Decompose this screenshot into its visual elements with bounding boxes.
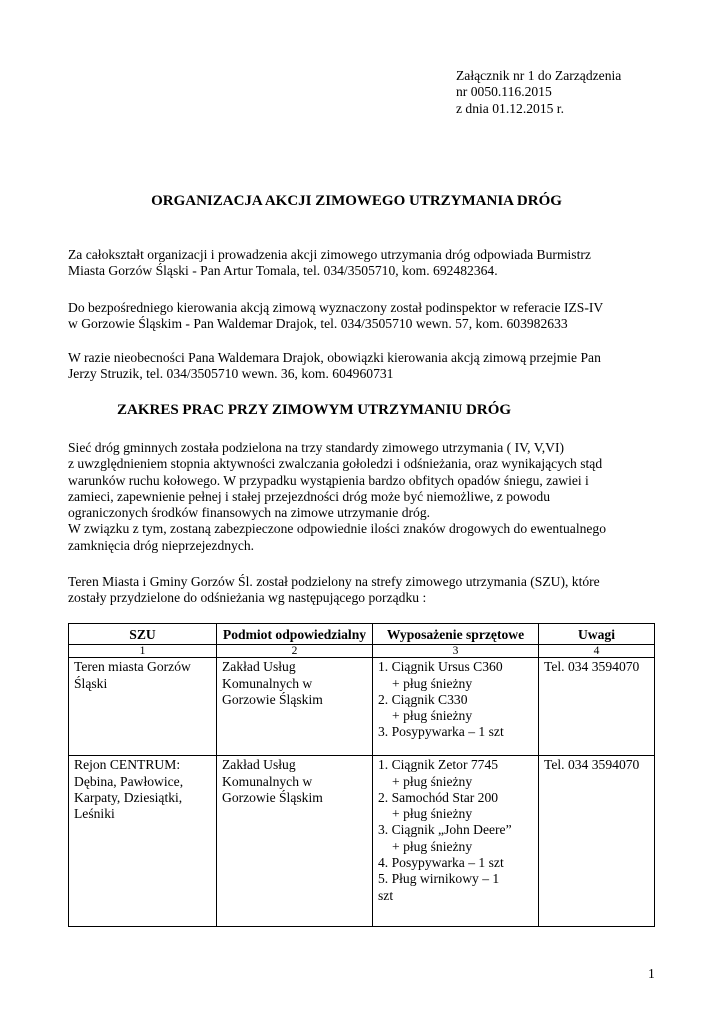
cell-szu: Rejon CENTRUM: Dębina, Pawłowice, Karpaty, Dziesiątki, Leśniki — [69, 756, 217, 927]
equipment-item: 5. Pług wirnikowy – 1 szt — [378, 871, 500, 903]
equipment-list — [378, 757, 533, 904]
paragraph-line: Sieć dróg gminnych została podzielona na trzy standardy zimowego utrzymania ( IV, V,VI) — [68, 440, 565, 455]
page-number: 1 — [648, 966, 655, 981]
paragraph-line: W razie nieobecności Pana Waldemara Drajok, obowiązki kierowania akcją zimową przejmie Pan — [68, 350, 601, 365]
paragraph-zones — [68, 574, 668, 607]
szu-table — [68, 623, 655, 927]
paragraph-direct-manager — [68, 300, 668, 333]
paragraph-line: Jerzy Struzik, tel. 034/3505710 wewn. 36, kom. 604960731 — [68, 366, 394, 382]
paragraph-responsible-mayor — [68, 247, 668, 280]
section-subtitle: ZAKRES PRAC PRZY ZIMOWYM UTRZYMANIU DRÓG — [117, 402, 512, 418]
table-header-row — [69, 624, 655, 645]
header-equipment: Wyposażenie sprzętowe — [373, 624, 539, 645]
equipment-item: 2. Ciągnik C330 — [378, 691, 468, 707]
paragraph-road-standards — [68, 440, 668, 554]
paragraph-line: Do bezpośredniego kierowania akcją zimową wyznaczony został podinspektor w referacie IZS-IV — [68, 300, 604, 315]
cell-entity: Zakład Usług Komunalnych w Gorzowie Śląskim — [217, 658, 373, 756]
header-szu: SZU — [69, 624, 217, 645]
equipment-item: 1. Ciągnik Zetor 7745 — [378, 757, 499, 773]
column-number: 2 — [217, 645, 373, 658]
cell-equipment — [373, 756, 539, 927]
paragraph-line: zostały przydzielone do odśnieżania wg następującego porządku : — [68, 590, 427, 606]
paragraph-line: z uwzględnieniem stopnia aktywności zwalczania gołoledzi i odśnieżania, oraz wynikających stąd — [68, 456, 603, 472]
table-row — [69, 658, 655, 756]
paragraph-line: zamknięcia dróg nieprzejezdnych. — [68, 537, 255, 553]
equipment-subitem: + pług śnieżny — [392, 708, 473, 724]
column-number: 1 — [69, 645, 217, 658]
paragraph-line: W związku z tym, zostaną zabezpieczone odpowiednie ilości znaków drogowych do ewentualnego — [68, 521, 607, 537]
equipment-list — [378, 659, 533, 740]
cell-equipment — [373, 658, 539, 756]
cell-szu: Teren miasta Gorzów Śląski — [69, 658, 217, 756]
cell-entity: Zakład Usług Komunalnych w Gorzowie Śląskim — [217, 756, 373, 927]
header-entity: Podmiot odpowiedzialny — [217, 624, 373, 645]
cell-notes: Tel. 034 3594070 — [539, 658, 655, 756]
equipment-item: 2. Samochód Star 200 — [378, 789, 499, 805]
annex-line-1: Załącznik nr 1 do Zarządzenia — [456, 68, 622, 83]
paragraph-line: w Gorzowie Śląskim - Pan Waldemar Drajok, tel. 034/3505710 wewn. 57, kom. 603982633 — [68, 316, 568, 332]
table-number-row — [69, 645, 655, 658]
equipment-item: 3. Posypywarka – 1 szt — [378, 724, 504, 740]
cell-notes: Tel. 034 3594070 — [539, 756, 655, 927]
annex-reference — [456, 68, 706, 117]
paragraph-substitute — [68, 350, 668, 383]
equipment-item: 3. Ciągnik „John Deere” — [378, 822, 512, 838]
column-number: 3 — [373, 645, 539, 658]
equipment-item: 1. Ciągnik Ursus C360 — [378, 659, 503, 675]
paragraph-line: ograniczonych środków finansowych na zimowe utrzymanie dróg. — [68, 505, 431, 521]
paragraph-line: Miasta Gorzów Śląski - Pan Artur Tomala, tel. 034/3505710, kom. 692482364. — [68, 263, 498, 279]
paragraph-line: warunków ruchu kołowego. W przypadku wystąpienia bardzo obfitych opadów śniegu, zawiei i — [68, 472, 589, 488]
equipment-subitem: + pług śnieżny — [392, 806, 473, 822]
document-title-text: ORGANIZACJA AKCJI ZIMOWEGO UTRZYMANIA DRÓG — [151, 193, 562, 209]
annex-line-2: nr 0050.116.2015 — [456, 84, 552, 100]
equipment-subitem: + pług śnieżny — [392, 773, 473, 789]
header-notes: Uwagi — [539, 624, 655, 645]
annex-line-3: z dnia 01.12.2015 r. — [456, 100, 564, 116]
paragraph-line: zamieci, zapewnienie pełnej i stałej przejezdności dróg może być niemożliwe, z powodu — [68, 488, 551, 504]
equipment-subitem: + pług śnieżny — [392, 838, 473, 854]
table-row — [69, 756, 655, 927]
equipment-subitem: + pług śnieżny — [392, 675, 473, 691]
document-title — [0, 193, 725, 209]
paragraph-line: Za całokształt organizacji i prowadzenia akcji zimowego utrzymania dróg odpowiada Burmistrz — [68, 247, 591, 262]
equipment-item: 4. Posypywarka – 1 szt — [378, 855, 504, 871]
paragraph-line: Teren Miasta i Gminy Gorzów Śl. został podzielony na strefy zimowego utrzymania (SZU), które — [68, 574, 600, 589]
column-number: 4 — [539, 645, 655, 658]
